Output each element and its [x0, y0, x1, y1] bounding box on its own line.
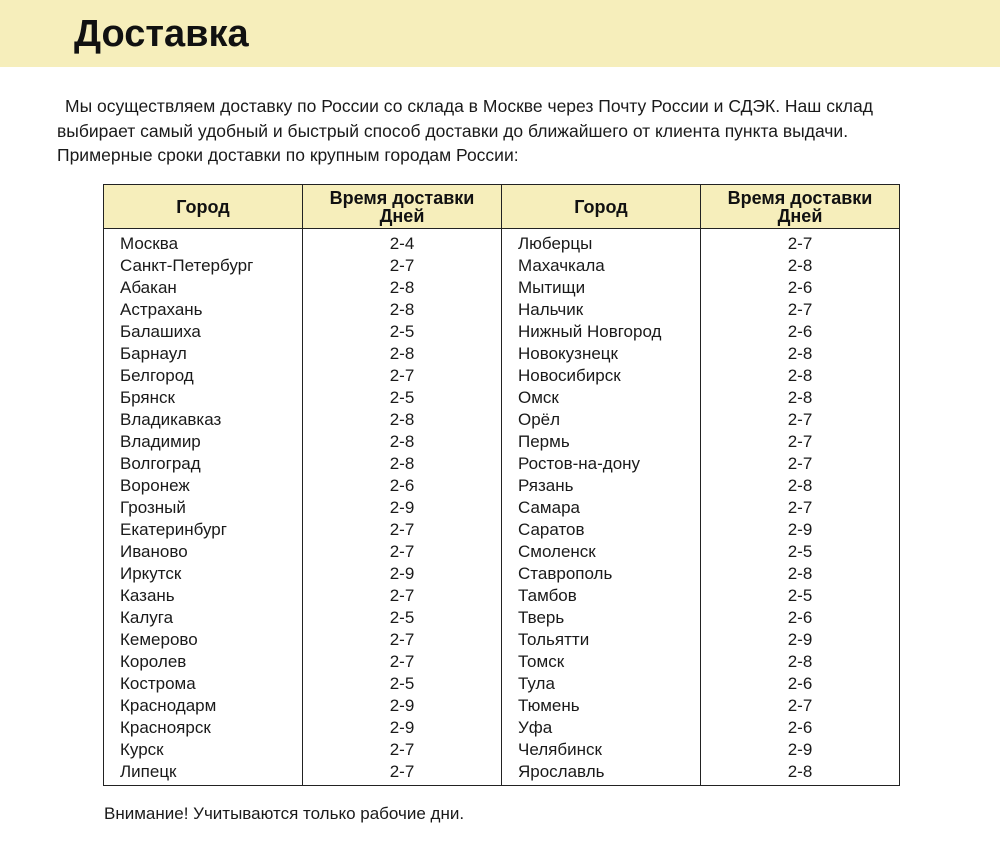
city-cell: Новокузнецк [502, 343, 701, 365]
city-cell: Смоленск [502, 541, 701, 563]
table-row [104, 431, 900, 453]
city-cell: Нальчик [502, 299, 701, 321]
days-cell: 2-7 [701, 497, 900, 519]
days-cell: 2-8 [303, 409, 502, 431]
city-cell: Краснодарм [104, 695, 303, 717]
page-title: Доставка [74, 13, 249, 55]
days-cell: 2-6 [701, 321, 900, 343]
table-row [104, 343, 900, 365]
city-cell: Нижный Новгород [502, 321, 701, 343]
table-body [104, 229, 900, 786]
city-cell: Самара [502, 497, 701, 519]
table-row [104, 255, 900, 277]
table-header [104, 185, 900, 229]
days-cell: 2-7 [701, 453, 900, 475]
city-cell: Челябинск [502, 739, 701, 761]
intro-line-1: Мы осуществляем доставку по России со склада в Москве через Почту России и СДЭК. Наш склад [65, 96, 873, 116]
days-cell: 2-9 [701, 739, 900, 761]
days-cell: 2-5 [303, 673, 502, 695]
city-cell: Москва [104, 229, 303, 256]
city-cell: Тверь [502, 607, 701, 629]
city-cell: Саратов [502, 519, 701, 541]
days-cell: 2-5 [303, 387, 502, 409]
days-cell: 2-9 [303, 717, 502, 739]
city-cell: Уфа [502, 717, 701, 739]
city-cell: Ростов-на-дону [502, 453, 701, 475]
city-cell: Люберцы [502, 229, 701, 256]
days-cell: 2-6 [701, 607, 900, 629]
city-cell: Тольятти [502, 629, 701, 651]
table-row [104, 585, 900, 607]
city-cell: Новосибирск [502, 365, 701, 387]
city-cell: Томск [502, 651, 701, 673]
city-cell: Иркутск [104, 563, 303, 585]
city-cell: Красноярск [104, 717, 303, 739]
city-cell: Кострома [104, 673, 303, 695]
intro-line-3: Примерные сроки доставки по крупным городам России: [57, 145, 519, 165]
days-cell: 2-7 [303, 629, 502, 651]
header-days-right [701, 185, 900, 229]
table-row [104, 321, 900, 343]
days-cell: 2-8 [701, 343, 900, 365]
days-cell: 2-7 [303, 541, 502, 563]
table-row [104, 629, 900, 651]
city-cell: Мытищи [502, 277, 701, 299]
city-cell: Липецк [104, 761, 303, 786]
days-cell: 2-5 [303, 607, 502, 629]
days-cell: 2-4 [303, 229, 502, 256]
days-cell: 2-7 [701, 431, 900, 453]
city-cell: Волгоград [104, 453, 303, 475]
days-cell: 2-8 [303, 343, 502, 365]
days-cell: 2-6 [701, 717, 900, 739]
city-cell: Ярославль [502, 761, 701, 786]
days-cell: 2-7 [303, 365, 502, 387]
table-row [104, 673, 900, 695]
days-cell: 2-7 [303, 585, 502, 607]
city-cell: Калуга [104, 607, 303, 629]
days-cell: 2-5 [701, 585, 900, 607]
days-cell: 2-7 [303, 761, 502, 786]
city-cell: Абакан [104, 277, 303, 299]
table-header-row [104, 185, 900, 229]
days-cell: 2-8 [303, 431, 502, 453]
days-cell: 2-9 [303, 497, 502, 519]
days-cell: 2-8 [701, 651, 900, 673]
table-row [104, 607, 900, 629]
days-cell: 2-6 [701, 673, 900, 695]
city-cell: Екатеринбург [104, 519, 303, 541]
header-days-line2: Дней [777, 205, 823, 226]
days-cell: 2-6 [303, 475, 502, 497]
table-row [104, 453, 900, 475]
days-cell: 2-8 [701, 761, 900, 786]
days-cell: 2-7 [701, 299, 900, 321]
city-cell: Астрахань [104, 299, 303, 321]
city-cell: Грозный [104, 497, 303, 519]
city-cell: Королев [104, 651, 303, 673]
days-cell: 2-8 [701, 387, 900, 409]
city-cell: Барнаул [104, 343, 303, 365]
table-row [104, 519, 900, 541]
table-row [104, 761, 900, 786]
days-cell: 2-7 [303, 739, 502, 761]
days-cell: 2-5 [701, 541, 900, 563]
city-cell: Санкт-Петербург [104, 255, 303, 277]
table-row [104, 299, 900, 321]
table-row [104, 739, 900, 761]
days-cell: 2-7 [303, 651, 502, 673]
header-days-line1: Время доставки [727, 187, 873, 208]
working-days-note: Внимание! Учитываются только рабочие дни. [104, 804, 465, 823]
city-cell: Тула [502, 673, 701, 695]
table-row [104, 563, 900, 585]
days-cell: 2-8 [701, 255, 900, 277]
table-row [104, 541, 900, 563]
city-cell: Балашиха [104, 321, 303, 343]
days-cell: 2-7 [303, 255, 502, 277]
table-row [104, 387, 900, 409]
city-cell: Тюмень [502, 695, 701, 717]
header-band [0, 0, 1000, 67]
days-cell: 2-9 [303, 563, 502, 585]
days-cell: 2-8 [701, 563, 900, 585]
city-cell: Казань [104, 585, 303, 607]
table-row [104, 717, 900, 739]
table-row [104, 475, 900, 497]
days-cell: 2-9 [303, 695, 502, 717]
delivery-times-table [103, 184, 900, 786]
table-row [104, 277, 900, 299]
city-cell: Брянск [104, 387, 303, 409]
header-days-line2: Дней [379, 205, 425, 226]
city-cell: Иваново [104, 541, 303, 563]
city-cell: Рязань [502, 475, 701, 497]
city-cell: Владикавказ [104, 409, 303, 431]
header-days-line1: Время доставки [329, 187, 475, 208]
header-city-left: Город [104, 185, 303, 229]
table-row [104, 651, 900, 673]
city-cell: Ставрополь [502, 563, 701, 585]
city-cell: Курск [104, 739, 303, 761]
city-cell: Владимир [104, 431, 303, 453]
table-row [104, 409, 900, 431]
days-cell: 2-8 [303, 277, 502, 299]
header-city-right: Город [502, 185, 701, 229]
city-cell: Махачкала [502, 255, 701, 277]
days-cell: 2-9 [701, 629, 900, 651]
days-cell: 2-8 [303, 299, 502, 321]
days-cell: 2-5 [303, 321, 502, 343]
header-days-left [303, 185, 502, 229]
days-cell: 2-7 [701, 695, 900, 717]
days-cell: 2-7 [303, 519, 502, 541]
city-cell: Тамбов [502, 585, 701, 607]
days-cell: 2-8 [701, 475, 900, 497]
table-row [104, 497, 900, 519]
city-cell: Кемерово [104, 629, 303, 651]
city-cell: Орёл [502, 409, 701, 431]
city-cell: Воронеж [104, 475, 303, 497]
city-cell: Омск [502, 387, 701, 409]
city-cell: Пермь [502, 431, 701, 453]
days-cell: 2-8 [303, 453, 502, 475]
table-row [104, 365, 900, 387]
table-row [104, 695, 900, 717]
intro-paragraph [57, 94, 957, 168]
city-cell: Белгород [104, 365, 303, 387]
intro-line-2: выбирает самый удобный и быстрый способ доставки до ближайшего от клиента пункта выдачи. [57, 120, 849, 141]
days-cell: 2-7 [701, 409, 900, 431]
days-cell: 2-6 [701, 277, 900, 299]
table-row [104, 229, 900, 256]
days-cell: 2-9 [701, 519, 900, 541]
days-cell: 2-7 [701, 229, 900, 256]
days-cell: 2-8 [701, 365, 900, 387]
